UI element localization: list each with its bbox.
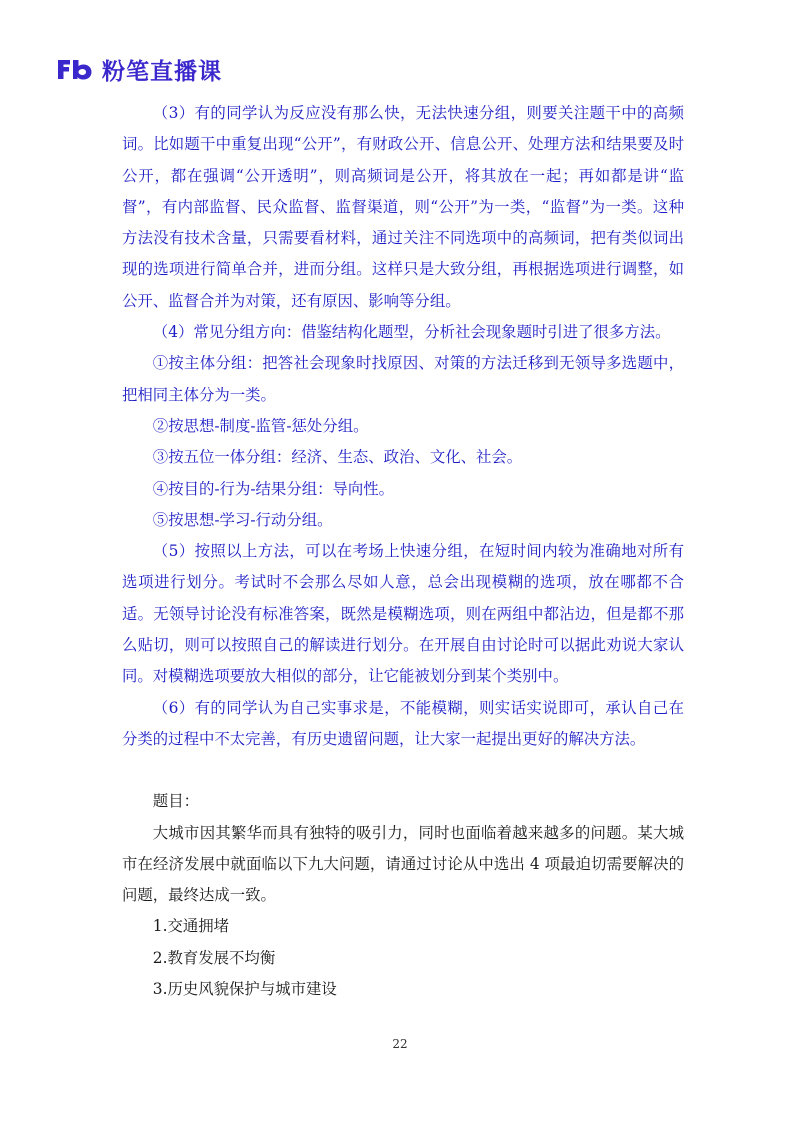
paragraph-point-6: （6）有的同学认为自己实事求是，不能模糊，则实话实说即可，承认自己在分类的过程中不太完善，有历史遗留问题，让大家一起提出更好的解决方法。	[122, 698, 684, 748]
paragraph-point-5: （5）按照以上方法，可以在考场上快速分组，在短时间内较为准确地对所有选项进行划分。考试时不会那么尽如人意，总会出现模糊的选项，放在哪都不合适。无领导讨论没有标准答案，既然是模糊选项，则在两组中都沾边，但是都不那么贴切，则可以按照自己的解读进行划分。在开展自由讨论时可以据此劝说大家认同。对模糊选项要放大相似的部分，让它能被划分到某个类别中。	[122, 542, 684, 686]
paragraph-point-4: （4）常见分组方向：借鉴结构化题型，分析社会现象题时引进了很多方法。	[152, 323, 671, 342]
fenbi-logo-icon	[56, 57, 94, 81]
question-item: 3.历史风貌保护与城市建设	[152, 980, 337, 999]
section-spacer	[122, 755, 684, 786]
grouping-method-five-in-one: ③按五位一体分组：经济、生态、政治、文化、社会。	[152, 448, 523, 467]
question-item: 2.教育发展不均衡	[152, 948, 276, 967]
header	[56, 54, 222, 84]
page-content	[122, 98, 684, 1005]
page-number: 22	[392, 1037, 408, 1051]
paragraph-point-3: （3）有的同学认为反应没有那么快，无法快速分组，则要关注题干中的高频词。比如题干中重复出现“公开”，有财政公开、信息公开、处理方法和结果要及时公开，都在强调“公开透明”，则高频词是公开，将其放在一起；再如都是讲“监督”，有内部监督、民众监督、监督渠道，则“公开”为一类，“监督”为一类。这种方法没有技术含量，只需要看材料，通过关注不同选项中的高频词，把有类似词出现的选项进行简单合并，进而分组。这样只是大致分组，再根据选项进行调整，如公开、监督合并为对策，还有原因、影响等分组。	[122, 104, 684, 310]
grouping-method-thought-system: ②按思想-制度-监管-惩处分组。	[152, 416, 369, 435]
grouping-method-purpose: ④按目的-行为-结果分组：导向性。	[152, 479, 395, 498]
brand-name: 粉笔直播课	[102, 58, 222, 85]
question-body: 大城市因其繁华而具有独特的吸引力，同时也面临着越来越多的问题。某大城市在经济发展中就面临以下九大问题，请通过讨论从中选出 4 项最迫切需要解决的问题，最终达成一致。	[122, 823, 684, 905]
grouping-method-learning: ⑤按思想-学习-行动分组。	[152, 510, 333, 529]
question-item: 1.交通拥堵	[152, 917, 230, 936]
grouping-method-subject: ①按主体分组：把答社会现象时找原因、对策的方法迁移到无领导多选题中，把相同主体分为一类。	[122, 354, 684, 404]
question-label: 题目：	[152, 792, 199, 811]
